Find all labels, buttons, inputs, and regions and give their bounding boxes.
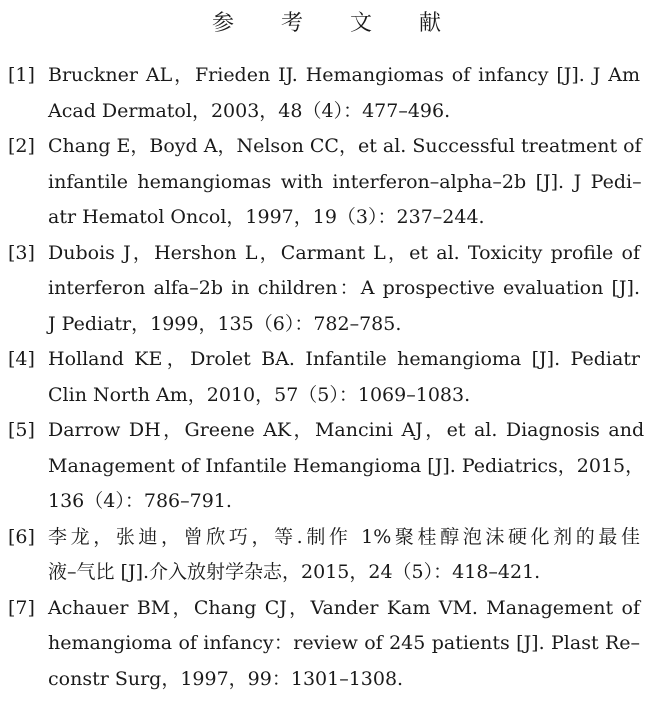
reference-line: Bruckner AL，Frieden IJ. Hemangiomas of infancy [J]. J Am — [48, 64, 640, 86]
reference-line: Achauer BM，Chang CJ，Vander Kam VM. Management of — [48, 596, 640, 619]
reference-line: Chang E，Boyd A，Nelson CC，et al. Successful treatment of — [48, 135, 642, 157]
reference-item-6 — [8, 520, 640, 591]
reference-line: Clin North Am，2010，57（5）：1069–1083. — [48, 383, 471, 406]
reference-line: 136（4）：786–791. — [48, 490, 232, 512]
reference-number: [7] — [8, 596, 35, 619]
reference-line: interferon alfa–2b in children：A prospective evaluation [J]. — [48, 277, 640, 299]
reference-line: Holland KE，Drolet BA. Infantile hemangioma [J]. Pediatr — [48, 348, 640, 370]
reference-item-5 — [8, 413, 645, 520]
reference-item-1 — [8, 58, 640, 129]
reference-line: hemangioma of infancy：review of 245 patients [J]. Plast Re– — [48, 632, 640, 654]
reference-number: [1] — [8, 64, 35, 86]
reference-text — [48, 342, 640, 413]
reference-line: Acad Dermatol，2003，48（4）：477–496. — [48, 99, 451, 122]
reference-item-7 — [8, 591, 640, 698]
reference-line: constr Surg，1997，99：1301–1308. — [48, 667, 404, 690]
reference-number: [2] — [8, 135, 35, 157]
reference-line: Management of Infantile Hemangioma [J]. Pediatrics，2015， — [48, 454, 645, 477]
reference-number: [6] — [8, 525, 35, 548]
reference-text — [48, 413, 644, 520]
reference-item-3 — [8, 236, 640, 343]
reference-item-2 — [8, 129, 640, 236]
reference-text — [48, 236, 640, 343]
reference-line: atr Hematol Oncol，1997，19（3）：237–244. — [48, 206, 485, 228]
reference-text — [48, 58, 640, 129]
reference-item-4 — [8, 342, 640, 413]
reference-text — [48, 129, 642, 236]
reference-line: infantile hemangiomas with interferon–alpha–2b [J]. J Pedi– — [48, 170, 642, 193]
reference-line: 李龙，张迪，曾欣巧，等.制作 1%聚桂醇泡沫硬化剂的最佳 — [48, 525, 640, 548]
reference-line: 液–气比 [J].介入放射学杂志，2015，24（5）：418–421. — [48, 561, 541, 583]
reference-number: [3] — [8, 241, 35, 264]
reference-line: Dubois J，Hershon L，Carmant L，et al. Toxicity profile of — [48, 241, 640, 264]
reference-line: Darrow DH，Greene AK，Mancini AJ，et al. Diagnosis and — [48, 419, 645, 441]
reference-list — [8, 58, 645, 697]
reference-number: [5] — [8, 419, 35, 441]
reference-text — [48, 520, 640, 591]
reference-text — [48, 591, 640, 698]
reference-number: [4] — [8, 348, 35, 370]
reference-line: J Pediatr，1999，135（6）：782–785. — [48, 312, 402, 335]
section-title: 参 考 文 献 — [212, 11, 461, 36]
